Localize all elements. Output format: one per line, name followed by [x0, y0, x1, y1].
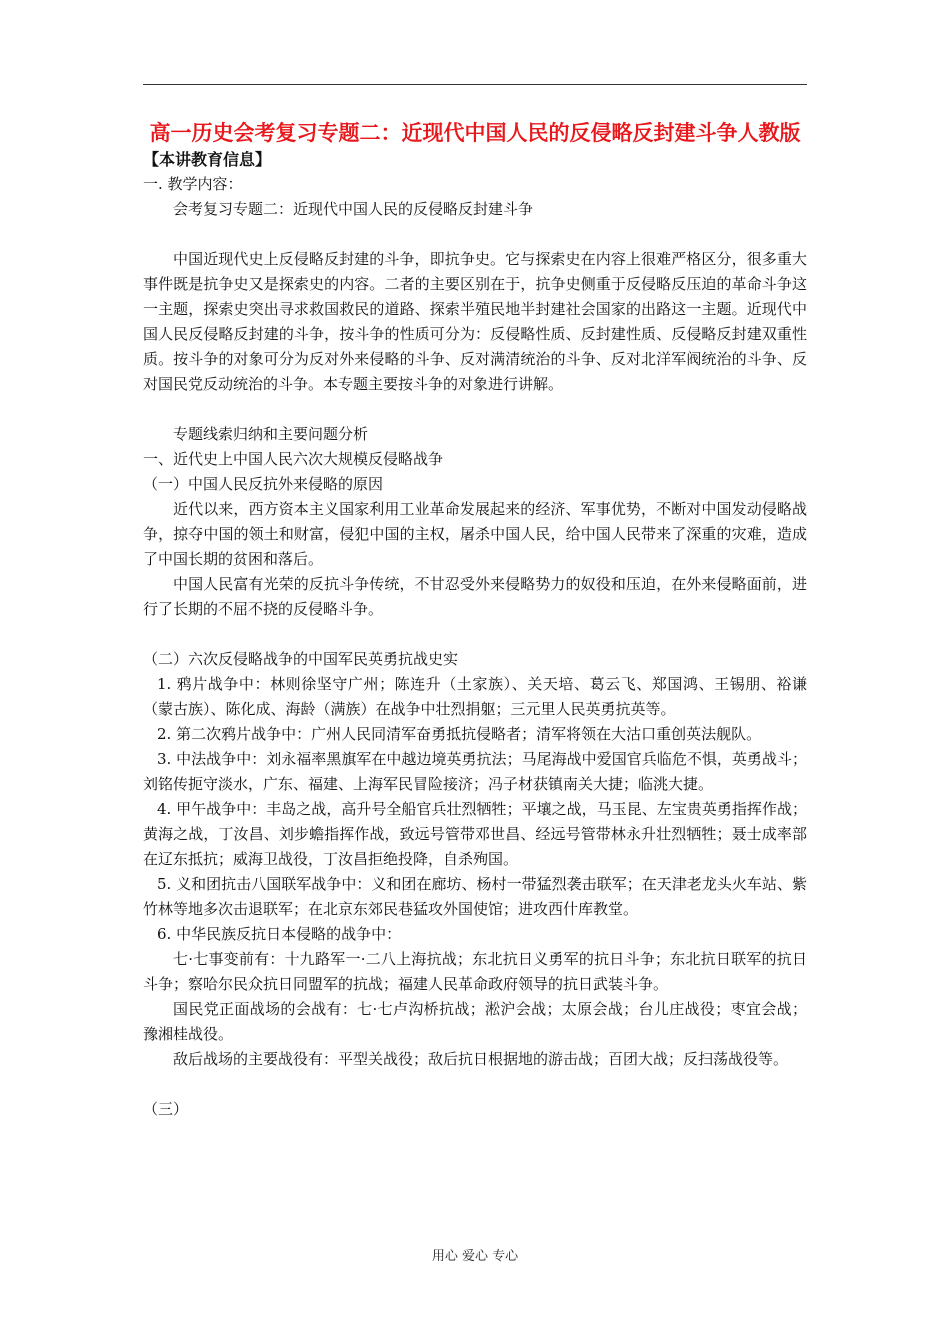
sub-three-heading: （三） — [143, 1100, 189, 1118]
intro-paragraph: 中国近现代史上反侵略反封建的斗争，即抗争史。它与探索史在内容上很难严格区分，很多重大事件既是抗争史又是探索史的内容。二者的主要区别在于，抗争史侧重于反侵略反压迫的革命斗争这一主题，探索史突出寻求救国救民的道路、探索半殖民地半封建社会国家的出路这一主题。近现代中国人民反侵略反封建的斗争，按斗争的性质可分为：反侵略性质、反封建性质、反侵略反封建双重性质。按斗争的对象可分为反对外来侵略的斗争、反对满清统治的斗争、反对北洋军阀统治的斗争、反对国民党反动统治的斗争。本专题主要按斗争的对象进行讲解。 — [143, 250, 807, 393]
war-item: 2. 第二次鸦片战争中：广州人民同清军奋勇抵抗侵略者；清军将领在大沽口重创英法舰队。 — [157, 725, 762, 743]
sub-two-heading: （二）六次反侵略战争的中国军民英勇抗战史实 — [143, 650, 459, 668]
war-detail: 敌后战场的主要战役有：平型关战役；敌后抗日根据地的游击战；百团大战；反扫荡战役等。 — [173, 1050, 789, 1068]
sub-one-paragraph: 中国人民富有光荣的反抗斗争传统，不甘忍受外来侵略势力的奴役和压迫，在外来侵略面前，进行了长期的不屈不挠的反侵略斗争。 — [143, 575, 807, 618]
document-body — [143, 119, 807, 1122]
analysis-heading: 专题线索归纳和主要问题分析 — [173, 425, 369, 443]
war-item: 5. 义和团抗击八国联军战争中：义和团在廊坊、杨村一带猛烈袭击联军；在天津老龙头火车站、紫竹林等地多次击退联军；在北京东郊民巷猛攻外国使馆；进攻西什库教堂。 — [143, 875, 807, 918]
document-title: 高一历史会考复习专题二：近现代中国人民的反侵略反封建斗争人教版 — [149, 121, 801, 145]
teaching-content-label: 一. 教学内容： — [143, 175, 243, 193]
teaching-content-topic: 会考复习专题二：近现代中国人民的反侵略反封建斗争 — [173, 200, 534, 218]
part-one-heading: 一、近代史上中国人民六次大规模反侵略战争 — [143, 450, 444, 468]
header-rule — [143, 84, 807, 85]
war-detail: 七·七事变前有：十九路军一·二八上海抗战；东北抗日义勇军的抗日斗争；东北抗日联军的抗日斗争；察哈尔民众抗日同盟军的抗战；福建人民革命政府领导的抗日武装斗争。 — [143, 950, 807, 993]
war-item: 3. 中法战争中：刘永福率黑旗军在中越边境英勇抗法；马尾海战中爱国官兵临危不惧，英勇战斗；刘铭传扼守淡水，广东、福建、上海军民冒险接济；冯子材获镇南关大捷；临洮大捷。 — [143, 750, 807, 793]
page-footer: 用心 爱心 专心 — [431, 1249, 519, 1264]
war-item: 4. 甲午战争中：丰岛之战，高升号全船官兵壮烈牺牲；平壤之战，马玉昆、左宝贵英勇指挥作战；黄海之战，丁汝昌、刘步蟾指挥作战，致远号管带邓世昌、经远号管带林永升壮烈牺牲；聂士成率部在辽东抵抗；威海卫战役，丁汝昌拒绝投降，自杀殉国。 — [143, 800, 807, 868]
sub-one-heading: （一）中国人民反抗外来侵略的原因 — [143, 475, 384, 493]
war-item: 1. 鸦片战争中：林则徐坚守广州；陈连升（土家族）、关天培、葛云飞、郑国鸿、王锡朋、裕谦（蒙古族）、陈化成、海龄（满族）在战争中壮烈捐躯；三元里人民英勇抗英等。 — [143, 675, 807, 718]
war-item: 6. 中华民族反抗日本侵略的战争中： — [157, 925, 402, 943]
sub-one-paragraph: 近代以来，西方资本主义国家利用工业革命发展起来的经济、军事优势，不断对中国发动侵略战争，掠夺中国的领土和财富，侵犯中国的主权，屠杀中国人民，给中国人民带来了深重的灾难，造成了中国长期的贫困和落后。 — [143, 500, 807, 568]
war-detail: 国民党正面战场的会战有：七·七卢沟桥抗战；淞沪会战；太原会战；台儿庄战役；枣宜会战；豫湘桂战役。 — [143, 1000, 807, 1043]
section-header: 【本讲教育信息】 — [143, 150, 272, 169]
